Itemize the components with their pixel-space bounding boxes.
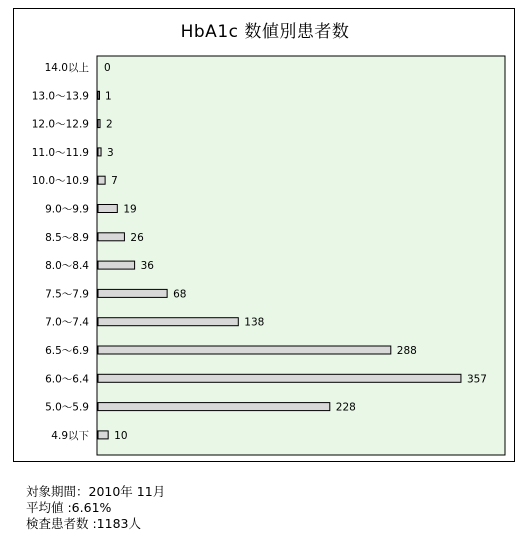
data-label: 2 — [106, 118, 113, 131]
bar — [98, 120, 100, 128]
data-label: 1 — [105, 90, 112, 103]
category-label: 13.0～13.9 — [31, 90, 89, 103]
bar — [98, 289, 167, 297]
category-label: 5.0～5.9 — [45, 401, 89, 414]
data-label: 0 — [104, 62, 111, 74]
bar — [98, 374, 461, 382]
data-label: 357 — [466, 373, 487, 386]
category-label: 11.0～11.9 — [31, 146, 89, 159]
data-label: 288 — [396, 345, 417, 357]
bar — [98, 431, 108, 439]
data-label: 7 — [111, 175, 118, 188]
bar — [98, 318, 238, 326]
bar — [98, 233, 124, 241]
data-label: 26 — [130, 231, 144, 244]
chart-footer — [26, 484, 165, 532]
data-label: 138 — [244, 316, 265, 329]
category-label: 7.0～7.4 — [45, 316, 89, 329]
bar — [98, 91, 100, 99]
category-label: 8.0～8.4 — [45, 260, 89, 273]
bar — [98, 346, 391, 354]
bar — [98, 176, 105, 184]
data-label: 10 — [114, 429, 128, 442]
footer-period: 対象期間：2010年 11月 — [26, 484, 166, 499]
chart-title: HbA1c 数値別患者数 — [180, 22, 350, 42]
bar — [98, 205, 117, 213]
data-label: 3 — [107, 146, 114, 159]
category-label: 7.5～7.9 — [45, 288, 89, 301]
data-label: 228 — [335, 401, 356, 414]
bar — [98, 261, 135, 269]
data-label: 36 — [140, 260, 154, 273]
category-label: 8.5～8.9 — [45, 231, 89, 244]
category-label: 10.0～10.9 — [31, 175, 89, 188]
footer-average: 平均値 :6.61% — [26, 500, 112, 515]
category-label: 12.0～12.9 — [31, 118, 89, 131]
category-label: 4.9以下 — [51, 429, 89, 442]
data-label: 19 — [123, 203, 137, 216]
category-label: 9.0～9.9 — [45, 203, 89, 216]
data-label: 68 — [173, 288, 187, 301]
category-label: 6.0～6.4 — [45, 373, 89, 386]
bar — [98, 148, 101, 156]
category-label: 14.0以上 — [44, 62, 89, 74]
plot-area — [97, 56, 505, 455]
bar — [98, 403, 330, 411]
category-label: 6.5～6.9 — [45, 345, 89, 357]
footer-total: 検査患者数 :1183人 — [26, 516, 141, 531]
